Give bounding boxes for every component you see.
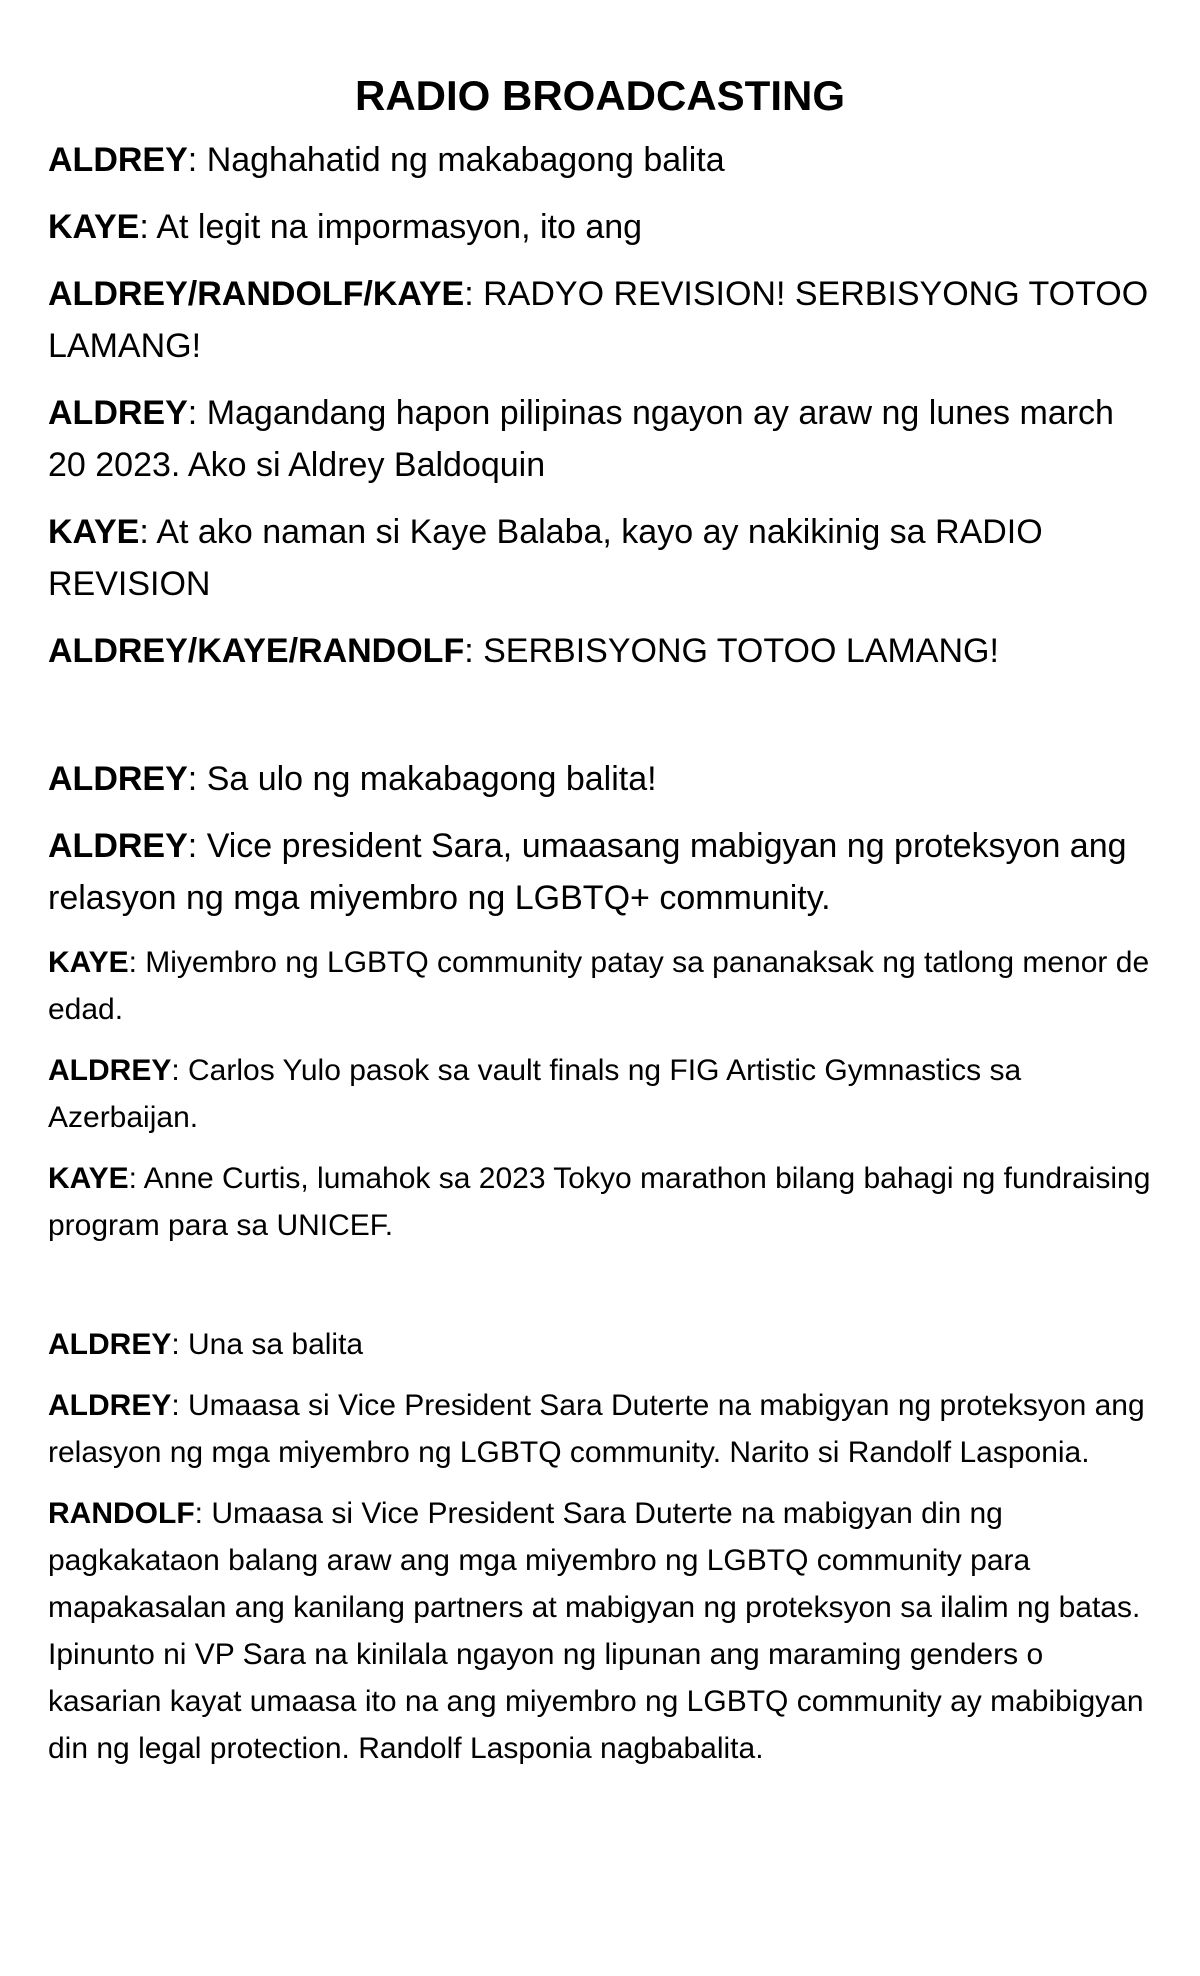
script-line (48, 1155, 1152, 1249)
script-line (48, 506, 1152, 610)
speaker-label: ALDREY (48, 1328, 172, 1361)
script-line (48, 1382, 1152, 1476)
dialogue-text: : Magandang hapon pilipinas ngayon ay araw ng lunes march 20 2023. Ako si Aldrey Baldoquin (48, 394, 1114, 484)
script-line (48, 939, 1152, 1033)
speaker-label: KAYE (48, 946, 129, 979)
dialogue-text: : Sa ulo ng makabagong balita! (187, 760, 657, 798)
speaker-label: ALDREY/RANDOLF/KAYE (48, 275, 465, 313)
page-title: RADIO BROADCASTING (355, 72, 845, 119)
dialogue-text: : SERBISYONG TOTOO LAMANG! (464, 632, 999, 670)
speaker-label: ALDREY (48, 394, 188, 432)
script-line (48, 268, 1152, 372)
script-line (48, 387, 1152, 491)
dialogue-text: : Una sa balita (171, 1328, 364, 1361)
speaker-label: KAYE (48, 208, 140, 246)
section-spacer (48, 1263, 1152, 1321)
script-line (48, 753, 1152, 805)
speaker-label: ALDREY/KAYE/RANDOLF (48, 632, 465, 670)
dialogue-text: : Naghahatid ng makabagong balita (187, 141, 725, 179)
speaker-label: KAYE (48, 1162, 129, 1195)
speaker-label: ALDREY (48, 1389, 172, 1422)
dialogue-text: : At legit na impormasyon, ito ang (139, 208, 643, 246)
script-line (48, 1321, 1152, 1368)
dialogue-text: : Carlos Yulo pasok sa vault finals ng FIG Artistic Gymnastics sa Azerbaijan. (48, 1054, 1022, 1134)
script-line (48, 201, 1152, 253)
headlines-section (48, 753, 1152, 1249)
dialogue-text: : Umaasa si Vice President Sara Duterte na mabigyan ng proteksyon ang relasyon ng mga miyembro ng LGBTQ community. Narito si Randolf Lasponia. (48, 1389, 1145, 1469)
script-line (48, 1047, 1152, 1141)
speaker-label: RANDOLF (48, 1497, 195, 1530)
script-line (48, 134, 1152, 186)
script-line (48, 625, 1152, 677)
script-line (48, 820, 1152, 924)
dialogue-text: : RADYO REVISION! SERBISYONG TOTOO LAMANG! (48, 275, 1149, 365)
dialogue-text: : Vice president Sara, umaasang mabigyan ng proteksyon ang relasyon ng mga miyembro ng LGBTQ+ community. (48, 827, 1127, 917)
speaker-label: KAYE (48, 513, 140, 551)
script-line (48, 1490, 1152, 1772)
speaker-label: ALDREY (48, 827, 188, 865)
dialogue-text: : Umaasa si Vice President Sara Duterte na mabigyan din ng pagkakataon balang araw ang mga miyembro ng LGBTQ community para mapakasalan ang kanilang partners at mabigyan ng proteksyon sa ilalim ng batas. Ipinunto ni VP Sara na kinilala ngayon ng lipunan ang maraming genders o kasarian kayat umaasa ito na ang miyembro ng LGBTQ community ay mabibigyan din ng legal protection. Randolf Lasponia nagbabalita. (48, 1497, 1144, 1765)
speaker-label: ALDREY (48, 1054, 172, 1087)
intro-section (48, 134, 1152, 677)
dialogue-text: : At ako naman si Kaye Balaba, kayo ay nakikinig sa RADIO REVISION (48, 513, 1043, 603)
section-spacer (48, 692, 1152, 753)
dialogue-text: : Anne Curtis, lumahok sa 2023 Tokyo marathon bilang bahagi ng fundraising program para sa UNICEF. (48, 1162, 1151, 1242)
speaker-label: ALDREY (48, 141, 188, 179)
news-section (48, 1321, 1152, 1772)
speaker-label: ALDREY (48, 760, 188, 798)
dialogue-text: : Miyembro ng LGBTQ community patay sa pananaksak ng tatlong menor de edad. (48, 946, 1150, 1026)
